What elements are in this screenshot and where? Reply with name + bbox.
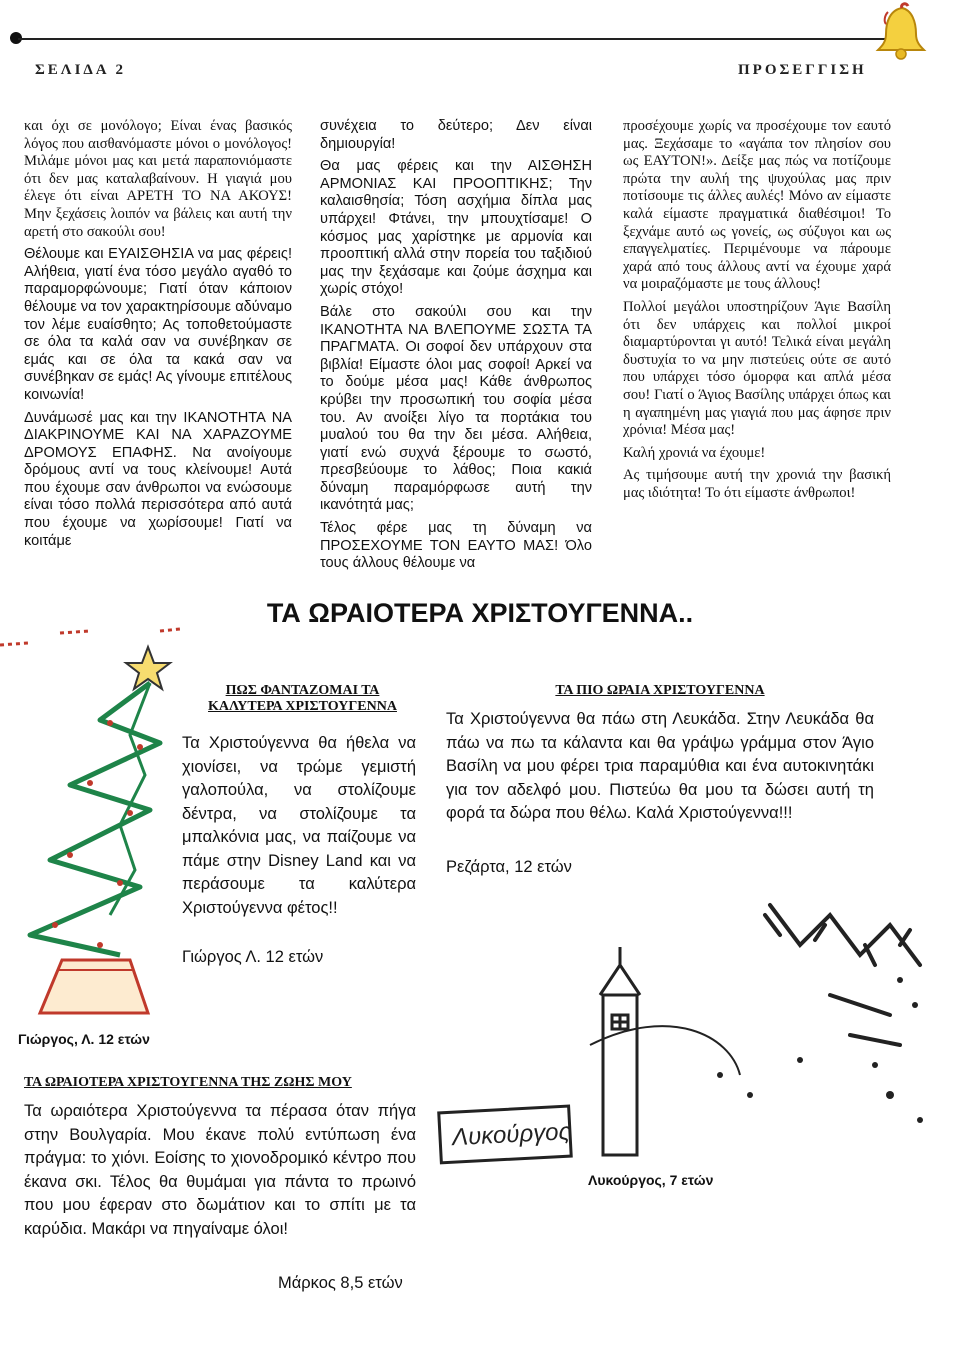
article-column-2: [320, 118, 592, 578]
story-title: ΤΑ ΠΙΟ ΩΡΑΙΑ ΧΡΙΣΤΟΥΓΕΝΝΑ: [555, 683, 765, 698]
paragraph: Βάλε στο σακούλι σου και την ΙΚΑΝΟΤΗΤΑ ΝΑ ΒΛΕΠΟΥΜΕ ΣΩΣΤΑ ΤΑ ΠΡΑΓΜΑΤΑ. Οι σοφοί δεν υπάρχουν στα βιβλία! Είμαστε όλοι μας σοφοί! Αρκεί να το δούμε μέσα μας! Κάθε άνθρωπος κρύβει την προσωπική του σοφία μέσα του. Αν ανοίξει λίγο τα πορτάκια του μυαλού του θα την δει μέσα. Αλήθεια, γιατί ενώ συχνά ξέρουμε το σωστό, πρεσβεύουμε το λάθος; Ποια κακιά δύναμη παραμόρφωσε αυτή την ικανότητά μας;: [320, 303, 592, 514]
story-body: Τα Χριστούγεννα θα ήθελα να χιονίσει, να τρώμε γεμιστή γαλοπούλα, να στολίζουμε δέντρα, να στολίζουμε τα μπαλκόνια μας, να παίζουμε να πάμε στην Disney Land και να περάσουμε τα καλύτερα Χριστούγεννα φέτος!!: [182, 734, 416, 917]
paragraph: Τέλος φέρε μας τη δύναμη να ΠΡΟΣΕΧΟΥΜΕ ΤΟΝ ΕΑΥΤΟ ΜΑΣ! Όλο τους άλλους θέλουμε να: [320, 520, 592, 572]
header-rule: [18, 38, 898, 40]
drawing-signature: Λυκούργος: [451, 1118, 571, 1152]
drawing-caption: Λυκούργος, 7 ετών: [588, 1172, 714, 1188]
story-title-line: ΠΩΣ ΦΑΝΤΑΖΟΜΑΙ ΤΑ: [225, 683, 380, 698]
story-title: ΤΑ ΩΡΑΙΟΤΕΡΑ ΧΡΙΣΤΟΥΓΕΝΝΑ ΤΗΣ ΖΩΗΣ ΜΟΥ: [24, 1075, 352, 1090]
paragraph: Θα μας φέρεις και την ΑΙΣΘΗΣΗ ΑΡΜΟΝΙΑΣ ΚΑΙ ΠΡΟΟΠΤΙΚΗΣ; Την καλαισθησία; Τόση ασχήμια δίπλα μας υπάρχει! Φτάνει, την μπουχτίσαμε! Ο κόσμος μας χαρίστηκε με αρμονία και προοπτική αλλά στην πορεία του ταξιδιού μας την ξεχάσαμε και ζούμε άσχημα και χωρίς στόχο!: [320, 158, 592, 298]
child-drawing: [420, 885, 940, 1185]
paragraph: προσέχουμε χωρίς να προσέχουμε τον εαυτό μας. Ξεχάσαμε το «αγάπα τον πλησίον σου ως ΕΑΥΤΟΝ!». Δείξε μας πώς να ποτίζουμε πρώτα την αυλή της ψυχούλας μας πριν ποτίσουμε τις άλλες αυλές! Μόνο αν είμαστε καλά είμαστε πραγματικά διαθέσιμοι! Το ξεχνάμε αυτό ως γονείς, ως σύζυγοι και ως επαγγελματίες. Περιμένουμε να πάρουμε χαρά από τους άλλους αντί να έχουμε χαρά να μοιραζόμαστε με τους άλλους!: [623, 118, 891, 293]
paragraph: Πολλοί μεγάλοι υποστηρίζουν Άγιε Βασίλη ότι δεν υπάρχεις και πολλοί μικροί διαμαρτύρονται γι αυτό! Τελικά είναι μεγάλη δυστυχία το να μην πιστεύεις ούτε σε αυτό που υπάρχει τόσο όμορφα και απλά μέσα σου! Γιατί ο Άγιος Βασίλης υπάρχει όπως και η αγαπημένη μας γιαγιά που μας άφησε πριν χρόνια! Μέσα μας!: [623, 298, 891, 439]
story-author: Μάρκος 8,5 ετών: [278, 1274, 403, 1292]
paragraph: Δυνάμωσέ μας και την ΙΚΑΝΟΤΗΤΑ ΝΑ ΔΙΑΚΡΙΝΟΥΜΕ ΚΑΙ ΝΑ ΧΑΡΑΖΟΥΜΕ ΔΡΟΜΟΥΣ ΕΠΑΦΗΣ. Να ανοίγουμε δρόμους αντί να τους κλείνουμε! Αυτά που έχουμε σαν άνθρωποι να ενώσουμε είναι τόσο πολλά περισσότερα από αυτά που έχουμε να χωρίσουμε! Γιατί να κοιτάμε: [24, 409, 292, 549]
page-number: ΣΕΛΙΔΑ 2: [35, 62, 127, 78]
newsletter-title: ΠΡΟΣΕΓΓΙΣΗ: [738, 62, 867, 78]
christmas-tree-drawing: [0, 625, 185, 1025]
article-column-3: [623, 118, 891, 507]
drawing-caption: Γιώργος, Λ. 12 ετών: [18, 1031, 150, 1047]
story-author: Γιώργος Λ. 12 ετών: [182, 948, 324, 966]
story-title: [185, 683, 420, 715]
paragraph: συνέχεια το δεύτερο; Δεν είναι δημιουργία!: [320, 118, 592, 152]
story-body: Τα ωραιότερα Χριστούγεννα τα πέρασα όταν πήγα στην Βουλγαρία. Μου έκανε πολύ εντύπωση ένα πράγμα: το χιόνι. Εοίσης το χιονοδρομικό κέντρο που έκανα σκι. Τέλος θα θυμάμαι για πάντα το πρωινό που μου έφεραν στο δωμάτιον και το σπίτι με τα καρύδια. Μακάρι να πηγαίναμε όλοι!: [24, 1102, 416, 1238]
story-author: Ρεζάρτα, 12 ετών: [446, 858, 572, 876]
story-body: Τα Χριστούγεννα θα πάω στη Λευκάδα. Στην Λευκάδα θα πάω να πω τα κάλαντα και θα γράψω γράμμα στον Άγιο Βασίλη να μου φέρει τρια παραμύθια και ένα αυτοκινητάκι για τον αδελφό μου. Πιστεύω θα μου τα δώσει αυτή τη φορά τα δώρα που θέλω. Καλά Χριστούγεννα!!!: [446, 710, 874, 822]
bell-icon: [872, 2, 932, 64]
section-title: ΤΑ ΩΡΑΙΟΤΕΡΑ ΧΡΙΣΤΟΥΓΕΝΝΑ..: [266, 598, 694, 628]
paragraph: Θέλουμε και ΕΥΑΙΣΘΗΣΙΑ να μας φέρεις! Αλήθεια, γιατί ένα τόσο μεγάλο αγαθό το παραμορφώνουμε; Γιατί όταν κάποιον θέλουμε να τον χαρακτηρίσουμε αδύναμο τον λέμε ευαίσθητο; Ας τοποθετούμαστε σε όλα τα καλά σαν να συνέβηκαν σε εμάς και σε όλα τα κακά σαν να συνέβηκαν σε εμάς! Ας γίνουμε επιτέλους κοινωνία!: [24, 246, 292, 403]
paragraph: Καλή χρονιά να έχουμε!: [623, 444, 766, 461]
story-title-line: ΚΑΛΥΤΕΡΑ ΧΡΙΣΤΟΥΓΕΝΝΑ: [208, 699, 397, 714]
paragraph: και όχι σε μονόλογο; Είναι ένας βασικός λόγος που αισθανόμαστε μόνοι ο μονόλογος! Μιλάμε μόνοι μας και μετά παραπονιόμαστε ότι δεν μας καταλαβαίνουν. Η γιαγιά μου έλεγε ότι είναι ΑΡΕΤΗ ΤΟ ΝΑ ΑΚΟΥΣ! Μην ξεχάσεις λοιπόν να βάλεις και αυτή την αρετή στο σακούλι σου!: [24, 118, 292, 240]
article-column-1: [24, 118, 292, 555]
paragraph: Ας τιμήσουμε αυτή την χρονιά την βασική μας ιδιότητα! Το ότι είμαστε άνθρωποι!: [623, 467, 891, 501]
